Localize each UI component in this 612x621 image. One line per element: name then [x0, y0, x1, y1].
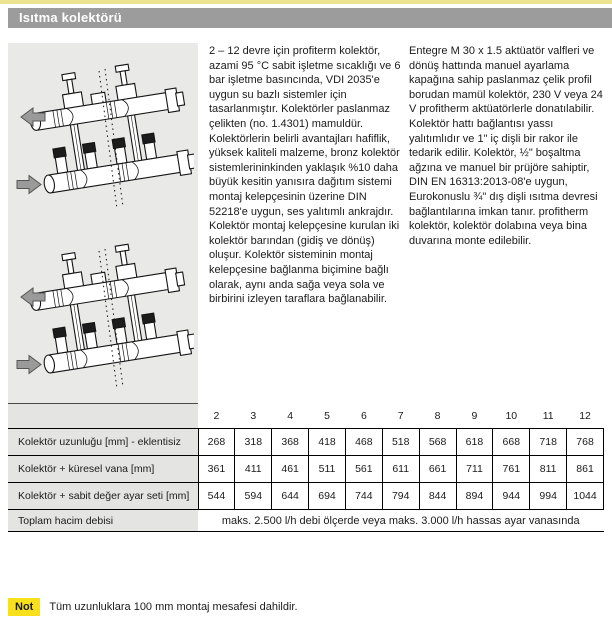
table-cell: 368 — [272, 429, 309, 456]
note-text: Tüm uzunluklara 100 mm montaj mesafesi dahildir. — [49, 601, 298, 613]
page-header-bar — [8, 8, 612, 28]
table-cell: 561 — [345, 456, 382, 483]
page-title: Isıtma kolektörü — [19, 10, 122, 25]
table-cell: 411 — [235, 456, 272, 483]
table-row-label: Toplam hacim debisi — [8, 510, 198, 532]
table-col-header: 8 — [419, 404, 456, 429]
table-cell: 1044 — [567, 483, 604, 510]
table-col-header: 11 — [530, 404, 567, 429]
table-cell: 811 — [530, 456, 567, 483]
manifold-illustration-top — [12, 47, 194, 219]
table-cell: 844 — [419, 483, 456, 510]
table-cell: 544 — [198, 483, 235, 510]
table-cell: 744 — [345, 483, 382, 510]
table-cell: 668 — [493, 429, 530, 456]
top-accent-strip — [0, 0, 612, 4]
table-col-header: 5 — [309, 404, 346, 429]
table-cell: 711 — [456, 456, 493, 483]
table-cell: 861 — [567, 456, 604, 483]
footnote — [8, 597, 298, 617]
table-cell: 618 — [456, 429, 493, 456]
table-row — [8, 429, 604, 456]
table-col-header: 7 — [382, 404, 419, 429]
spec-table-body — [8, 429, 604, 532]
table-row-label: Kolektör uzunluğu [mm] - eklentisiz — [8, 429, 198, 456]
table-cell: 511 — [309, 456, 346, 483]
table-cell: 994 — [530, 483, 567, 510]
table-cell: 944 — [493, 483, 530, 510]
table-col-header: 12 — [567, 404, 604, 429]
table-cell: 768 — [567, 429, 604, 456]
table-col-header: 10 — [493, 404, 530, 429]
table-col-header: 4 — [272, 404, 309, 429]
spec-table-head-row — [8, 404, 604, 429]
spec-table — [8, 403, 604, 532]
table-cell: 718 — [530, 429, 567, 456]
spec-table-wrap — [8, 403, 604, 532]
table-row-label: Kolektör + küresel vana [mm] — [8, 456, 198, 483]
illustration-panel — [8, 43, 198, 403]
table-row — [8, 483, 604, 510]
table-cell: 518 — [382, 429, 419, 456]
description-column-2: Entegre M 30 x 1.5 aktüatör valfleri ve dönüş hattında manuel ayarlama kapağına sahip paslanmaz çelik profil borudan mamül kolektör, 230 V veya 24 V profitherm aktüatörlerle donatılabilir. Kolektör hattı bağlantısı yassı yalıtımlıdır ve 1" iç dişli bir rakor ile tedarik edilir. Kolektör, ½" boşaltma ağzına ve manuel bir prüjöre sahiptir, DIN EN 16313:2013-08'e uygun, Eurokonuslu ¾" dış dişli ısıtma devresi bağlantılarına imkan tanır. profitherm kolektör, kolektör dolabına veya bina duvarına monte edilebilir. — [409, 45, 603, 247]
table-cell: 594 — [235, 483, 272, 510]
table-cell: 468 — [345, 429, 382, 456]
table-row — [8, 456, 604, 483]
table-col-header: 2 — [198, 404, 235, 429]
table-cell: 568 — [419, 429, 456, 456]
description-column-1: 2 – 12 devre için profiterm kolektör, azami 95 °C sabit işletme sıcaklığı ve 6 bar işletme basıncında, VDI 2035'e uygun su bazlı sistemler için tasarlanmıştır. Kolektörler paslanmaz çelikten (no. 1.4301) mamuldür. Kolektörlerin belirli avantajları hafiflik, yüksek kaliteli malzeme, bronz kolektör sistemlerininkinden yaklaşık %10 daha büyük kesitin yanısıra dağıtım sistemi montaj kelepçesinin üzerine DIN 52218'e uygun, ses yalıtımlı ankrajdır. Kolektör montaj kelepçesine kurulan iki kolektör barından (gidiş ve dönüş) oluşur. Kolektör sisteminin montaj kelepçesine bağlanma biçimine bağlı olarak, aynı anda sağa veya sola ve birbirini izleyen taraflara bağlanabilir. — [209, 45, 401, 306]
table-cell: 644 — [272, 483, 309, 510]
table-cell: 611 — [382, 456, 419, 483]
manifold-illustration-bottom — [12, 227, 194, 399]
table-corner-cell — [8, 404, 198, 429]
table-cell: 268 — [198, 429, 235, 456]
note-badge: Not — [8, 598, 40, 616]
table-col-header: 6 — [345, 404, 382, 429]
table-cell: 318 — [235, 429, 272, 456]
table-cell: 794 — [382, 483, 419, 510]
table-col-header: 3 — [235, 404, 272, 429]
table-cell: 894 — [456, 483, 493, 510]
table-cell: 694 — [309, 483, 346, 510]
table-cell: 761 — [493, 456, 530, 483]
table-footer-value: maks. 2.500 l/h debi ölçerde veya maks. 3.000 l/h hassas ayar vanasında — [198, 510, 604, 532]
table-cell: 661 — [419, 456, 456, 483]
table-footer-row — [8, 510, 604, 532]
table-cell: 361 — [198, 456, 235, 483]
table-cell: 418 — [309, 429, 346, 456]
table-col-header: 9 — [456, 404, 493, 429]
table-cell: 461 — [272, 456, 309, 483]
table-row-label: Kolektör + sabit değer ayar seti [mm] — [8, 483, 198, 510]
